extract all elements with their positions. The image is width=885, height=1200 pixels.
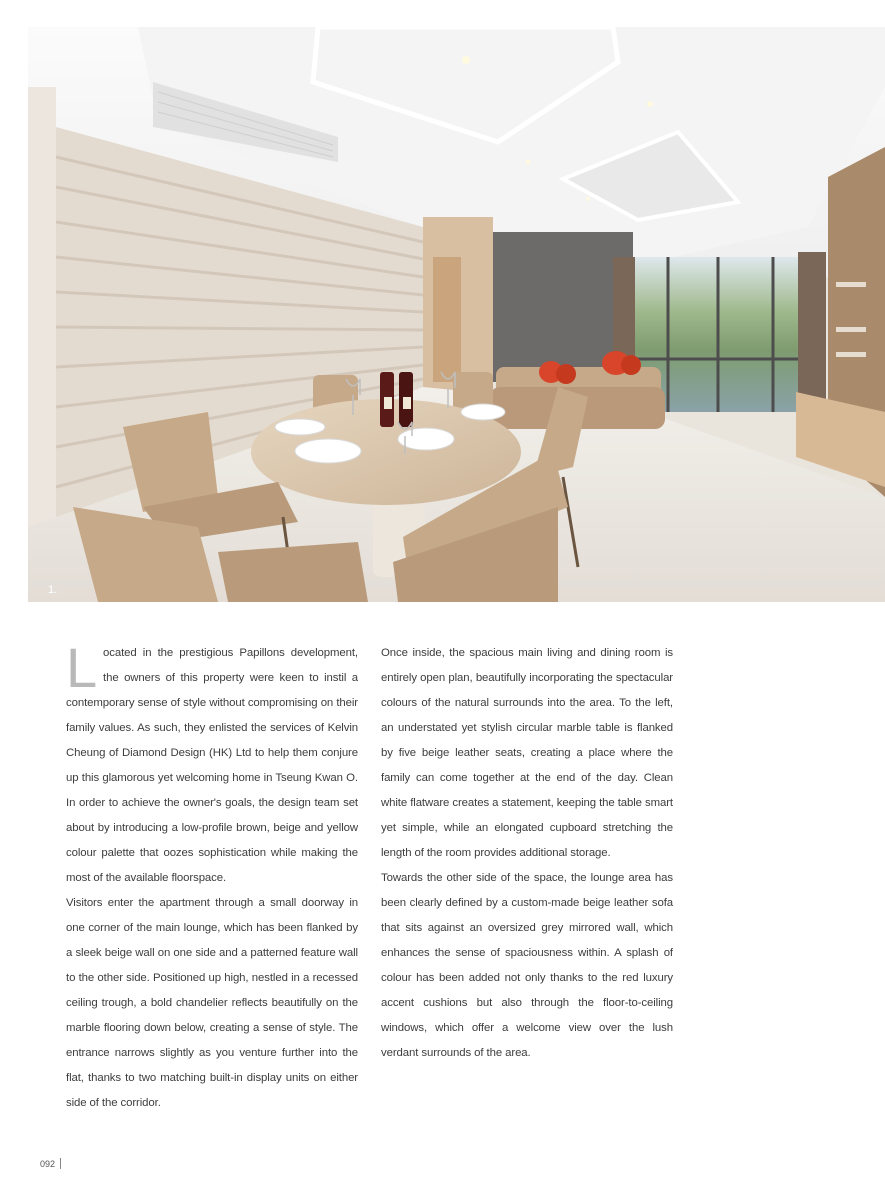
dining-room-illustration bbox=[28, 27, 885, 602]
page-footer bbox=[40, 1158, 61, 1169]
paragraph: Once inside, the spacious main living and dining room is entirely open plan, beautifully incorporating the spectacular colours of the natural surrounds into the area. To the left, an understated yet stylish circular marble table is flanked by five beige leather seats, creating a place where the family can come together at the end of the day. Clean white flatware creates a statement, keeping the table smart yet simple, while an elongated cupboard stretching the length of the room provides additional storage. bbox=[381, 647, 673, 859]
photo-number: 1. bbox=[48, 584, 58, 596]
drop-cap: L bbox=[66, 636, 98, 699]
interior-photo bbox=[28, 27, 885, 602]
page-number: 092 bbox=[40, 1158, 56, 1169]
paragraph-text: ocated in the prestigious Papillons development, the owners of this property were keen to instil a contemporary sense of style without compromising on their family values. As such, they enlisted the services of Kelvin Cheung of Diamond Design (HK) Ltd to help them conjure up this glamorous yet welcoming home in Tseung Kwan O. In order to achieve the owner's goals, the design team set about by introducing a low-profile brown, beige and yellow colour palette that oozes sophistication while making the most of the available floorspace. bbox=[66, 647, 358, 884]
paragraph: Visitors enter the apartment through a small doorway in one corner of the main lounge, which has been flanked by a sleek beige wall on one side and a patterned feature wall to the other side. Positioned up high, nestled in a recessed ceiling trough, a bold chandelier reflects beautifully on the marble flooring down below, creating a sense of style. The entrance narrows slightly as you venture further into the flat, thanks to two matching built-in display units on either side of the corridor. bbox=[66, 897, 358, 1109]
paragraph bbox=[66, 636, 358, 891]
article-column-right bbox=[381, 641, 673, 1066]
folio-divider bbox=[60, 1158, 61, 1169]
article-column-left bbox=[66, 636, 358, 1116]
paragraph: Towards the other side of the space, the lounge area has been clearly defined by a custom-made beige leather sofa that sits against an oversized grey mirrored wall, which enhances the sense of spaciousness within. A splash of colour has been added not only thanks to the red luxury accent cushions but also through the floor-to-ceiling windows, which offer a welcome view over the lush verdant surrounds of the area. bbox=[381, 872, 673, 1059]
